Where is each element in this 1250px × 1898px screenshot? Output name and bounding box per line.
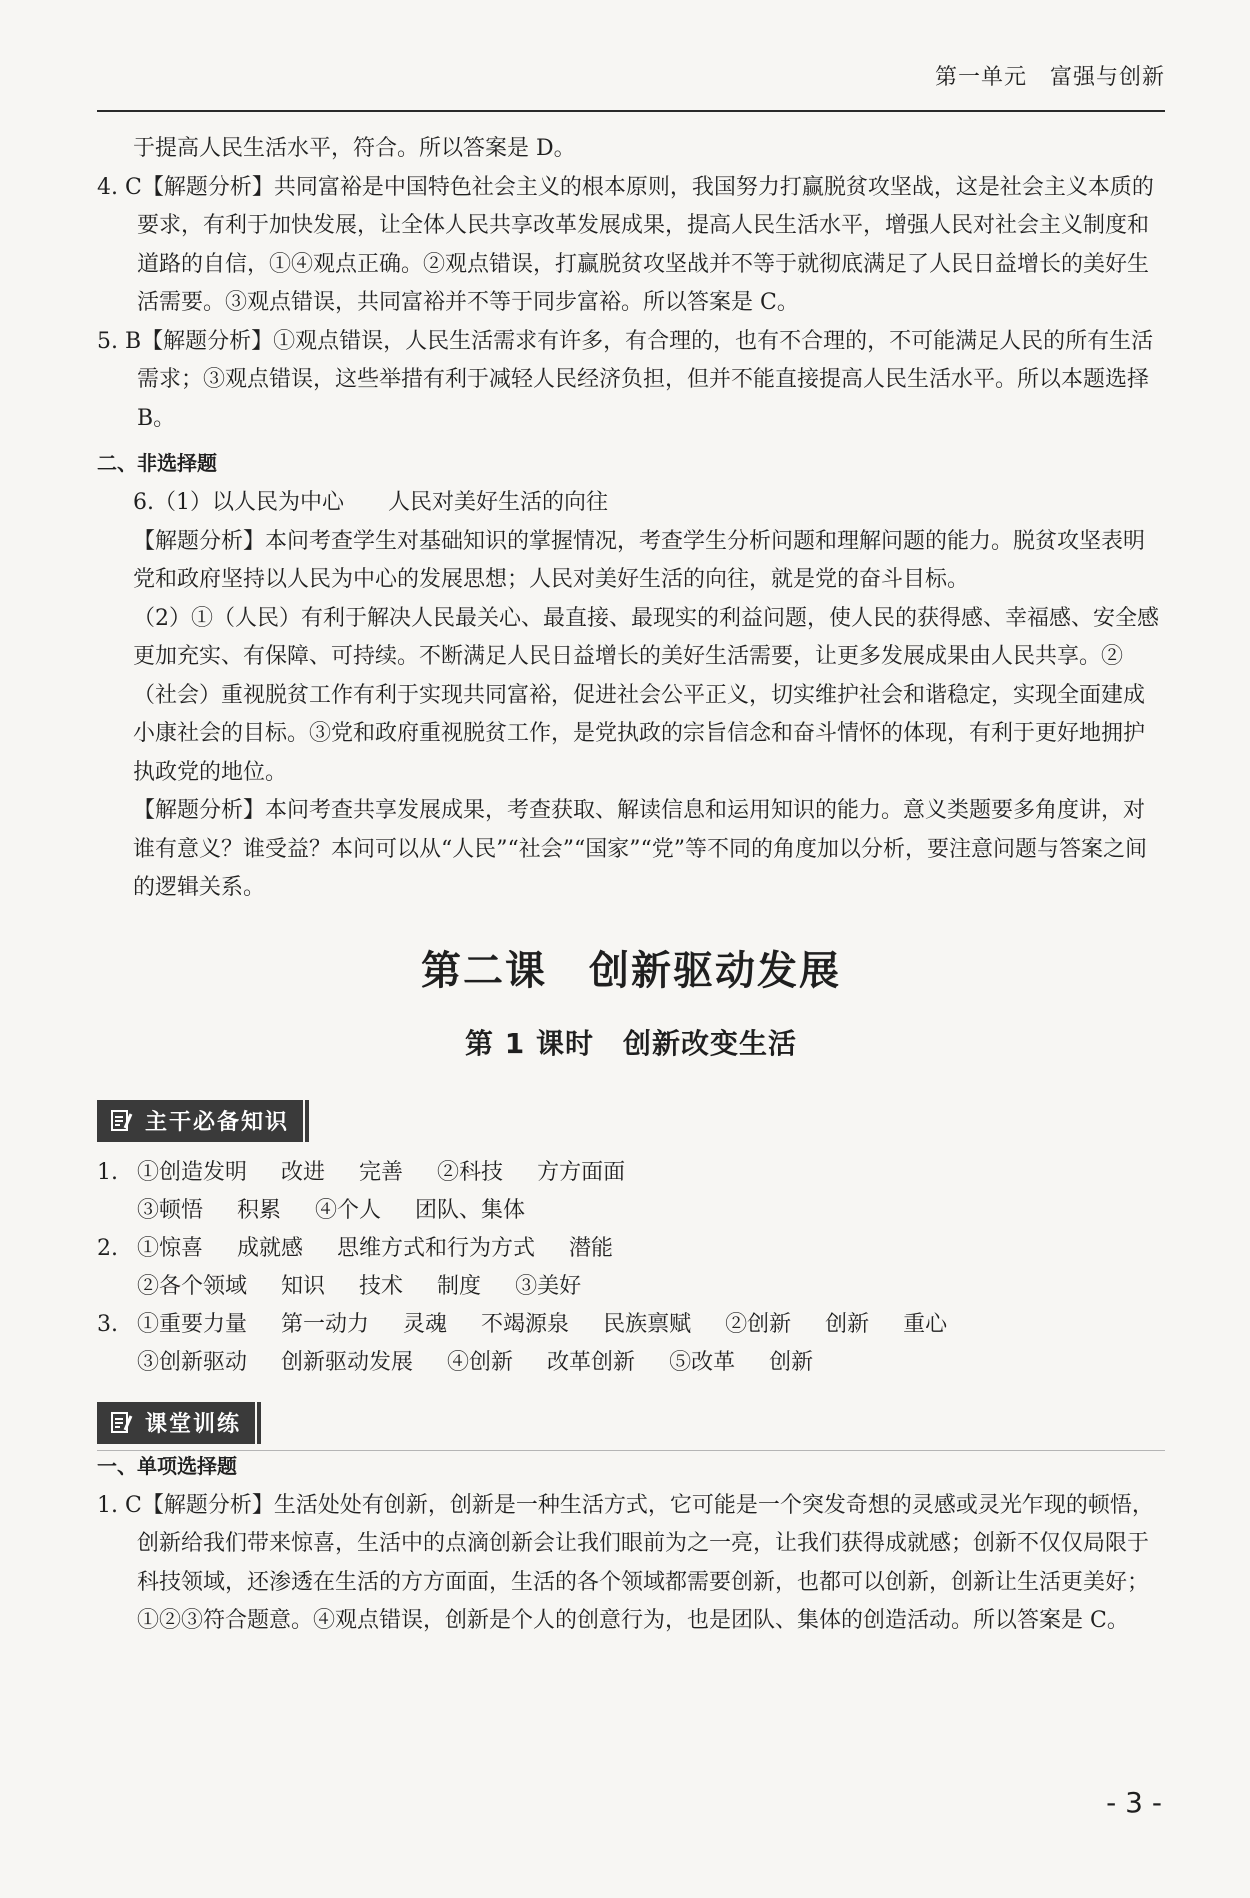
knowledge-term: 技术 — [359, 1273, 404, 1299]
page-number: - 3 - — [1106, 1786, 1162, 1819]
knowledge-term: 改进 — [281, 1159, 326, 1185]
unit-title: 第一单元 富强与创新 — [934, 65, 1165, 90]
knowledge-item-number: 1. — [97, 1159, 118, 1185]
knowledge-term: 第一动力 — [281, 1311, 370, 1337]
knowledge-item-number: 3. — [97, 1311, 118, 1337]
knowledge-term: ③创新驱动 — [137, 1349, 248, 1375]
knowledge-term: ①惊喜 — [137, 1235, 204, 1261]
knowledge-item-number — [97, 1268, 137, 1306]
knowledge-term: 民族禀赋 — [603, 1311, 692, 1337]
notebook-pen-icon — [109, 1108, 135, 1134]
knowledge-term: ③美好 — [515, 1273, 582, 1299]
knowledge-term: 成就感 — [237, 1235, 304, 1261]
knowledge-item-number — [97, 1192, 137, 1230]
knowledge-term: 改革创新 — [547, 1349, 636, 1375]
running-header — [97, 54, 1165, 112]
knowledge-term: ②科技 — [437, 1159, 504, 1185]
lesson-subtitle: 第 1 课时 创新改变生活 — [465, 1026, 797, 1060]
knowledge-term: ①创造发明 — [137, 1159, 248, 1185]
knowledge-term: 不竭源泉 — [481, 1311, 570, 1337]
knowledge-term: 灵魂 — [403, 1311, 448, 1337]
knowledge-term: ③顿悟 — [137, 1197, 204, 1223]
knowledge-term: 潜能 — [569, 1235, 614, 1261]
knowledge-term: 创新驱动发展 — [281, 1349, 414, 1375]
knowledge-item — [97, 1306, 1165, 1382]
knowledge-item — [97, 1230, 1165, 1306]
knowledge-term: ⑤改革 — [669, 1349, 736, 1375]
knowledge-item-number — [97, 1344, 137, 1382]
training-banner-label: 课堂训练 — [145, 1412, 242, 1437]
knowledge-banner — [97, 1100, 303, 1142]
knowledge-term: ④个人 — [315, 1197, 382, 1223]
knowledge-term: 完善 — [359, 1159, 404, 1185]
section-heading-nonchoice: 二、非选择题 — [97, 451, 217, 475]
main-content — [97, 130, 1165, 1641]
analysis-part1: 【解题分析】本问考查学生对基础知识的掌握情况，考查学生分析问题和理解问题的能力。脱贫攻坚表明党和政府坚持以人民为中心的发展思想；人民对美好生活的向往，就是党的奋斗目标。 — [133, 528, 1146, 592]
knowledge-term: ①重要力量 — [137, 1311, 248, 1337]
knowledge-term: 思维方式和行为方式 — [337, 1235, 536, 1261]
training-banner — [97, 1402, 255, 1444]
knowledge-term: ④创新 — [447, 1349, 514, 1375]
knowledge-term: 创新 — [825, 1311, 870, 1337]
answer-q5: 5. B【解题分析】①观点错误，人民生活需求有许多，有合理的，也有不合理的，不可能满足人民的所有生活需求；③观点错误，这些举措有利于减轻人民经济负担，但并不能直接提高人民生活水平。所以本题选择 B。 — [97, 328, 1154, 431]
knowledge-term: 重心 — [903, 1311, 948, 1337]
answer-q6-part1: 6.（1）以人民为中心 人民对美好生活的向往 — [133, 490, 608, 515]
section-heading-single-choice: 一、单项选择题 — [97, 1453, 237, 1478]
knowledge-term: 团队、集体 — [415, 1197, 526, 1223]
knowledge-term: ②各个领域 — [137, 1273, 248, 1299]
lesson-title: 第二课 创新驱动发展 — [421, 947, 841, 994]
continuation-text: 于提高人民生活水平，符合。所以答案是 D。 — [133, 136, 576, 161]
knowledge-item — [97, 1154, 1165, 1230]
answer-q1: 1. C【解题分析】生活处处有创新，创新是一种生活方式，它可能是一个突发奇想的灵感或灵光乍现的顿悟，创新给我们带来惊喜，生活中的点滴创新会让我们眼前为之一亮，让我们获得成就感；创新不仅仅局限于科技领域，还渗透在生活的方方面面，生活的各个领域都需要创新，也都可以创新，创新让生活更美好；①②③符合题意。④观点错误，创新是个人的创意行为，也是团队、集体的创造活动。所以答案是 C。 — [97, 1492, 1154, 1633]
knowledge-term: 积累 — [237, 1197, 282, 1223]
knowledge-term: ②创新 — [725, 1311, 792, 1337]
analysis-part2: 【解题分析】本问考查共享发展成果，考查获取、解读信息和运用知识的能力。意义类题要多角度讲，对谁有意义？谁受益？本问可以从“人民”“社会”“国家”“党”等不同的角度加以分析，要注意问题与答案之间的逻辑关系。 — [133, 798, 1147, 900]
knowledge-banner-label: 主干必备知识 — [145, 1110, 290, 1135]
answer-q6-part2: （2）①（人民）有利于解决人民最关心、最直接、最现实的利益问题，使人民的获得感、幸福感、安全感更加充实、有保障、可持续。不断满足人民日益增长的美好生活需要，让更多发展成果由人民共享。②（社会）重视脱贫工作有利于实现共同富裕，促进社会公平正义，切实维护社会和谐稳定，实现全面建成小康社会的目标。③党和政府重视脱贫工作，是党执政的宗旨信念和奋斗情怀的体现，有利于更好地拥护执政党的地位。 — [133, 605, 1160, 785]
answer-q4: 4. C【解题分析】共同富裕是中国特色社会主义的根本原则，我国努力打赢脱贫攻坚战，这是社会主义本质的要求，有利于加快发展，让全体人民共享改革发展成果，提高人民生活水平，增强人民对社会主义制度和道路的自信，①④观点正确。②观点错误，打赢脱贫攻坚战并不等于就彻底满足了人民日益增长的美好生活需要。③观点错误，共同富裕并不等于同步富裕。所以答案是 C。 — [97, 174, 1154, 315]
notebook-pen-icon — [109, 1410, 135, 1436]
knowledge-term: 创新 — [769, 1349, 814, 1375]
knowledge-term: 方方面面 — [537, 1159, 626, 1185]
knowledge-term: 制度 — [437, 1273, 482, 1299]
knowledge-term: 知识 — [281, 1273, 326, 1299]
knowledge-list — [97, 1154, 1165, 1382]
knowledge-item-number: 2. — [97, 1235, 118, 1261]
